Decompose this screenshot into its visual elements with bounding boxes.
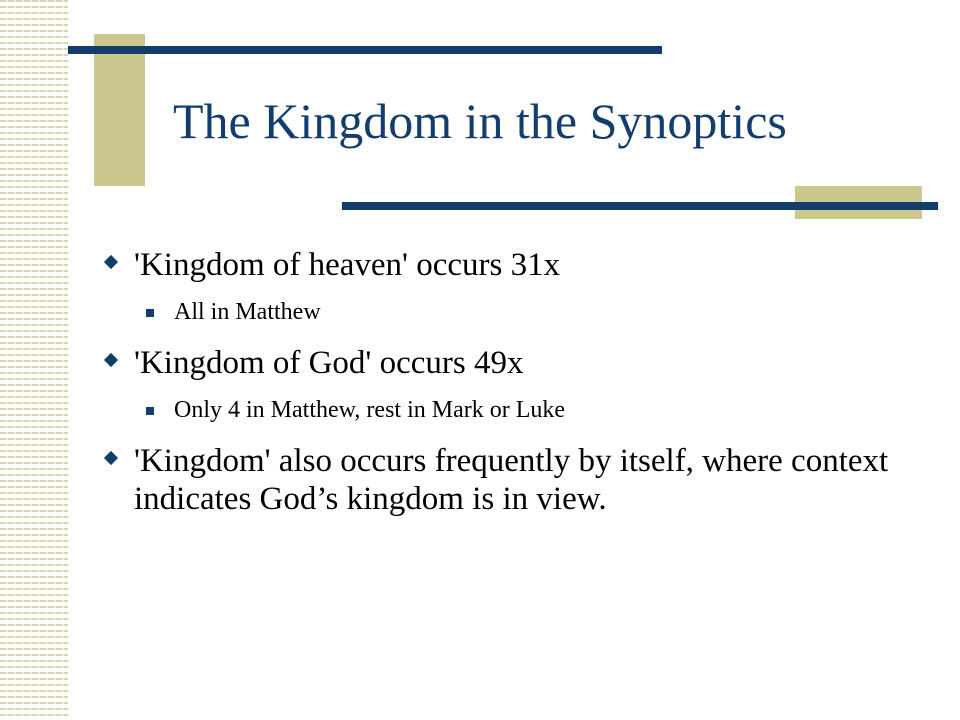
decorative-stripes-overlay [0,0,68,720]
bullet-text: 'Kingdom of God' occurs 49x [134,345,524,381]
decorative-block-left [94,34,145,186]
sub-bullet-text: Only 4 in Matthew, rest in Mark or Luke [174,397,566,423]
bullet-item [104,344,924,382]
title-bar-top [68,46,662,54]
bullet-list [104,246,924,532]
diamond-bullet-icon [104,353,118,367]
sub-bullet-item [104,396,924,424]
square-bullet-icon [146,407,154,415]
sub-bullet-text: All in Matthew [174,299,321,325]
diamond-bullet-icon [104,255,118,269]
bullet-item [104,442,924,518]
square-bullet-icon [146,309,154,317]
slide-title: The Kingdom in the Synoptics [173,93,787,149]
title-bar-bottom [342,202,938,210]
diamond-bullet-icon [104,451,118,465]
bullet-text: 'Kingdom' also occurs frequently by itself, where context indicates God’s kingdom is in view. [134,443,889,517]
sub-bullet-item [104,298,924,326]
bullet-text: 'Kingdom of heaven' occurs 31x [134,247,561,283]
bullet-item [104,246,924,284]
